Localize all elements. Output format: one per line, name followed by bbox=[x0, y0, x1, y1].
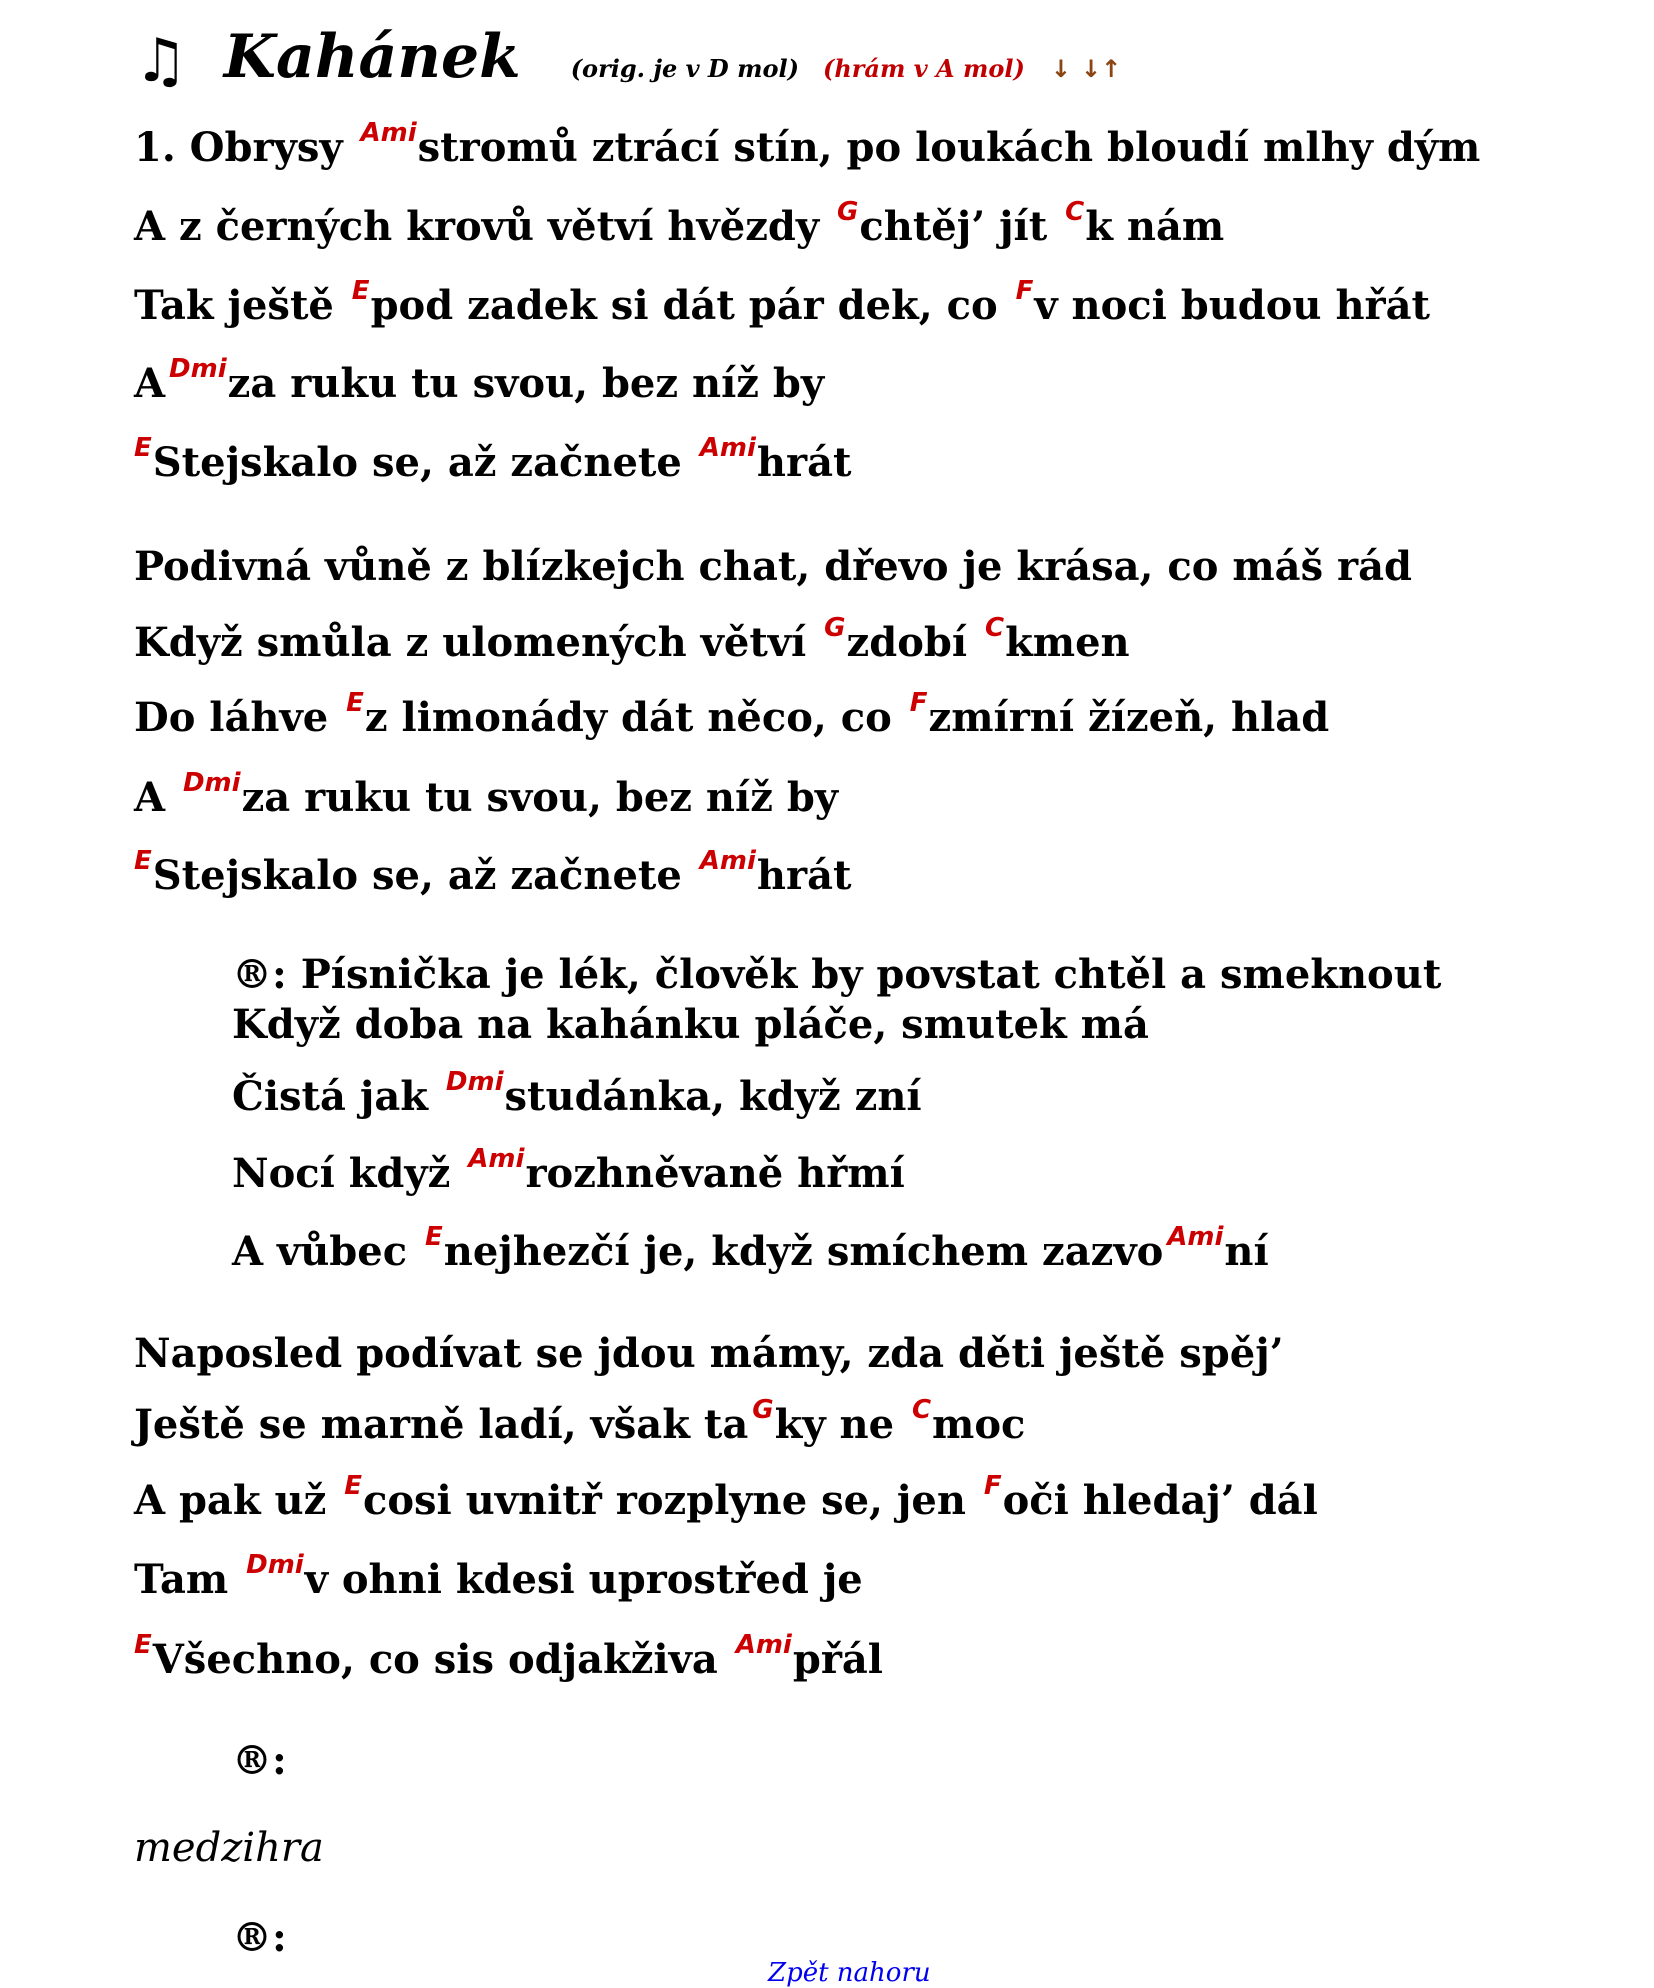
lyric-text: zmírní žízeň, hlad bbox=[928, 694, 1330, 741]
lyric-text: nejhezčí je, když smíchem zazvo bbox=[443, 1228, 1164, 1275]
chorus-line bbox=[232, 1001, 1149, 1048]
lyric-text: hrát bbox=[756, 852, 852, 899]
chord-dmi: Dmi bbox=[246, 1550, 304, 1580]
lyric-text: Všechno, co sis odjakživa bbox=[152, 1636, 732, 1683]
lyric-text: A z černých krovů větví hvězdy bbox=[134, 203, 834, 250]
chord-ami: Ami bbox=[360, 118, 417, 148]
chord-ami: Ami bbox=[1167, 1222, 1224, 1252]
chorus-line bbox=[232, 1222, 1269, 1275]
lyric-line bbox=[134, 276, 1430, 329]
chord-ami: Ami bbox=[699, 846, 756, 876]
lyric-text: Když smůla z ulomených větví bbox=[134, 619, 821, 666]
lyric-text: z limonády dát něco, co bbox=[364, 694, 906, 741]
interlude-label: medzihra bbox=[134, 1825, 324, 1871]
lyric-text: za ruku tu svou, bez níž by bbox=[241, 774, 839, 821]
lyric-text: Do láhve bbox=[134, 694, 343, 741]
lyric-text: chtěj’ jít bbox=[859, 203, 1062, 250]
lyric-text: zdobí bbox=[846, 619, 981, 666]
refrain-marker: ®: bbox=[232, 1737, 287, 1784]
chorus-line bbox=[232, 1144, 905, 1197]
song-title: Kahánek bbox=[223, 22, 521, 92]
lyric-text: A vůbec bbox=[232, 1228, 421, 1275]
chord-g: G bbox=[837, 197, 859, 227]
chorus-line bbox=[232, 951, 1442, 998]
lyric-text: Čistá jak bbox=[232, 1073, 442, 1120]
chord-e: E bbox=[351, 276, 370, 306]
chord-c: C bbox=[1065, 197, 1085, 227]
play-key: (hrám v A mol) bbox=[822, 54, 1025, 83]
chord-dmi: Dmi bbox=[182, 768, 241, 798]
lyric-line bbox=[134, 1330, 1284, 1377]
chord-ami: Ami bbox=[735, 1630, 792, 1660]
lyric-line bbox=[134, 197, 1225, 250]
chord-e: E bbox=[134, 1630, 152, 1660]
refrain-marker: ®: bbox=[232, 1914, 287, 1961]
lyric-text: rozhněvaně hřmí bbox=[525, 1150, 905, 1197]
transpose-tools bbox=[1051, 55, 1131, 83]
music-note-icon: ♫ bbox=[134, 26, 188, 96]
chord-f: F bbox=[909, 688, 928, 718]
lyric-text: pod zadek si dát pár dek, co bbox=[370, 282, 1012, 329]
lyric-line bbox=[134, 768, 839, 821]
lyric-text: k nám bbox=[1085, 203, 1225, 250]
lyric-text: oči hledaj’ dál bbox=[1002, 1477, 1318, 1524]
chorus-line bbox=[232, 1067, 922, 1120]
chord-e: E bbox=[346, 688, 364, 718]
chord-f: F bbox=[1015, 276, 1034, 306]
lyric-text: přál bbox=[792, 1636, 883, 1683]
lyric-text: Tak ještě bbox=[134, 282, 348, 329]
transpose-toggle-icon[interactable]: ↓↑ bbox=[1081, 55, 1122, 83]
lyric-text: ®: Písnička je lék, člověk by povstat chtěl a smeknout bbox=[232, 951, 1442, 998]
chord-g: G bbox=[752, 1395, 774, 1425]
lyric-line bbox=[134, 1395, 1026, 1448]
chord-e: E bbox=[344, 1471, 362, 1501]
lyric-text: moc bbox=[932, 1401, 1026, 1448]
lyric-line bbox=[134, 1630, 883, 1683]
lyric-text: Stejskalo se, až začnete bbox=[152, 852, 696, 899]
lyric-text: Stejskalo se, až začnete bbox=[152, 439, 696, 486]
lyric-line bbox=[134, 118, 1481, 171]
lyric-text: cosi uvnitř rozplyne se, jen bbox=[362, 1477, 980, 1524]
lyric-line bbox=[134, 688, 1330, 741]
back-to-top-link[interactable]: Zpět nahoru bbox=[768, 1958, 931, 1988]
chord-e: E bbox=[134, 433, 152, 463]
lyric-text: v ohni kdesi uprostřed je bbox=[304, 1556, 863, 1603]
song-header bbox=[134, 22, 1131, 102]
lyric-text: 1. Obrysy bbox=[134, 124, 357, 171]
chord-c: C bbox=[911, 1395, 932, 1425]
lyric-text: kmen bbox=[1005, 619, 1130, 666]
lyric-text: Naposled podívat se jdou mámy, zda děti ještě spěj’ bbox=[134, 1330, 1284, 1377]
lyric-text: hrát bbox=[756, 439, 852, 486]
chord-g: G bbox=[824, 613, 846, 643]
chord-f: F bbox=[983, 1471, 1002, 1501]
lyric-line bbox=[134, 543, 1412, 590]
lyric-text: ky ne bbox=[774, 1401, 908, 1448]
lyric-line bbox=[134, 433, 852, 486]
lyric-text: A bbox=[134, 360, 166, 407]
lyric-line bbox=[134, 613, 1130, 666]
chord-e: E bbox=[134, 846, 152, 876]
chord-dmi: Dmi bbox=[445, 1067, 504, 1097]
lyric-text: studánka, když zní bbox=[504, 1073, 922, 1120]
lyric-text: A bbox=[134, 774, 179, 821]
transpose-down-icon[interactable]: ↓ bbox=[1050, 55, 1071, 83]
lyric-line bbox=[134, 354, 825, 407]
lyric-text: Když doba na kahánku pláče, smutek má bbox=[232, 1001, 1149, 1048]
lyric-text: za ruku tu svou, bez níž by bbox=[227, 360, 825, 407]
lyric-line bbox=[134, 1471, 1318, 1524]
chord-ami: Ami bbox=[699, 433, 756, 463]
lyric-text: stromů ztrácí stín, po loukách bloudí mlhy dým bbox=[417, 124, 1481, 171]
lyric-text: Podivná vůně z blízkejch chat, dřevo je krása, co máš rád bbox=[134, 543, 1412, 590]
lyric-line bbox=[134, 1550, 863, 1603]
lyric-line bbox=[134, 846, 852, 899]
lyric-text: Ještě se marně ladí, však ta bbox=[134, 1401, 749, 1448]
chord-ami: Ami bbox=[468, 1144, 525, 1174]
lyric-text: v noci budou hřát bbox=[1034, 282, 1430, 329]
chord-e: E bbox=[424, 1222, 443, 1252]
chord-dmi: Dmi bbox=[169, 354, 227, 384]
lyric-text: A pak už bbox=[134, 1477, 341, 1524]
original-key: (orig. je v D mol) bbox=[570, 54, 799, 83]
lyric-text: ní bbox=[1224, 1228, 1269, 1275]
lyric-text: Tam bbox=[134, 1556, 243, 1603]
lyric-text: Nocí když bbox=[232, 1150, 465, 1197]
chord-c: C bbox=[984, 613, 1005, 643]
